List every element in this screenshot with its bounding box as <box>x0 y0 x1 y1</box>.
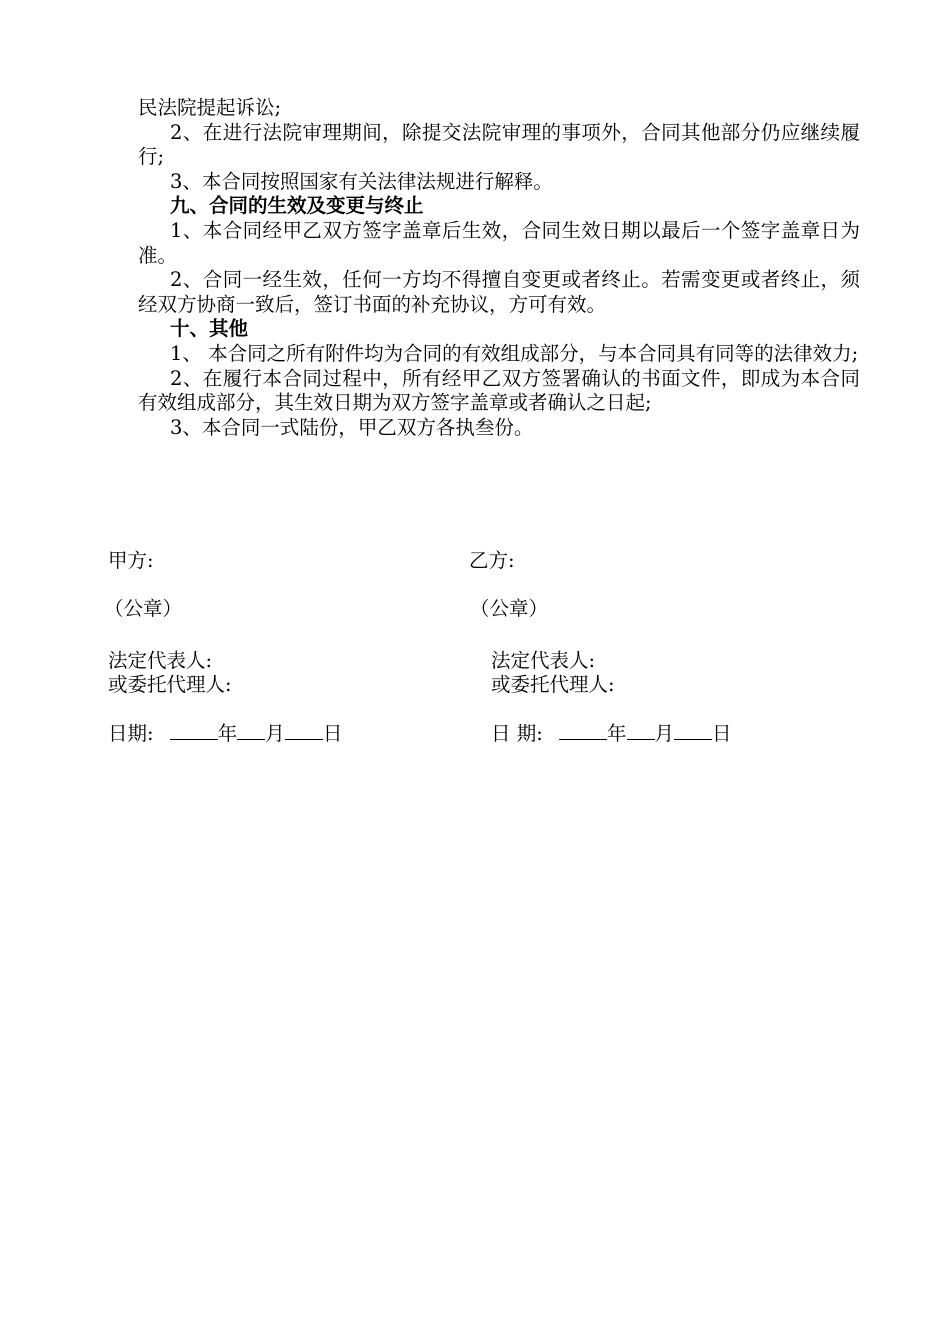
party-b-seal: （公章） <box>470 597 549 620</box>
year-label: 年 <box>606 722 627 745</box>
day-blank <box>674 721 712 740</box>
paragraph: 2、在履行本合同过程中，所有经甲乙双方签署确认的书面文件，即成为本合同有效组成部分，其生效日期为双方签字盖章或者确认之日起; <box>138 366 860 415</box>
day-blank <box>285 721 323 740</box>
party-a-label: 甲方: <box>108 549 154 572</box>
date-label: 日期: <box>108 722 154 745</box>
party-b-date <box>491 721 732 746</box>
date-label: 日 期: <box>491 722 543 745</box>
day-label: 日 <box>712 722 732 745</box>
paragraph: 民法院提起诉讼; <box>138 96 282 119</box>
party-a-agent-label: 或委托代理人: <box>108 673 232 696</box>
month-label: 月 <box>654 722 675 745</box>
contract-body <box>138 96 860 440</box>
year-blank <box>559 721 607 740</box>
paragraph: 1、本合同经甲乙双方签字盖章后生效，合同生效日期以最后一个签字盖章日为准。 <box>138 218 860 267</box>
party-b-label: 乙方: <box>469 549 515 572</box>
section-heading-9: 九、合同的生效及变更与终止 <box>170 194 424 218</box>
month-blank <box>627 721 655 740</box>
paragraph: 2、合同一经生效，任何一方均不得擅自变更或者终止。若需变更或者终止，须经双方协商一致后，签订书面的补充协议，方可有效。 <box>138 268 860 316</box>
month-label: 月 <box>265 722 285 745</box>
day-label: 日 <box>322 722 343 745</box>
paragraph: 3、本合同按照国家有关法律法规进行解释。 <box>170 169 553 193</box>
party-b-representative-label: 法定代表人: <box>491 649 596 672</box>
party-a-representative-label: 法定代表人: <box>108 649 213 672</box>
paragraph: 2、在进行法院审理期间，除提交法院审理的事项外，合同其他部分仍应继续履行; <box>138 120 860 169</box>
paragraph: 1、 本合同之所有附件均为合同的有效组成部分，与本合同具有同等的法律效力; <box>170 341 859 365</box>
year-label: 年 <box>217 722 238 745</box>
year-blank <box>170 721 218 740</box>
paragraph: 3、本合同一式陆份，甲乙双方各执叁份。 <box>170 415 534 439</box>
month-blank <box>237 721 265 740</box>
party-a-date <box>108 721 342 746</box>
section-heading-10: 十、其他 <box>170 317 249 341</box>
party-a-seal: （公章） <box>104 597 183 620</box>
party-b-agent-label: 或委托代理人: <box>491 673 615 696</box>
